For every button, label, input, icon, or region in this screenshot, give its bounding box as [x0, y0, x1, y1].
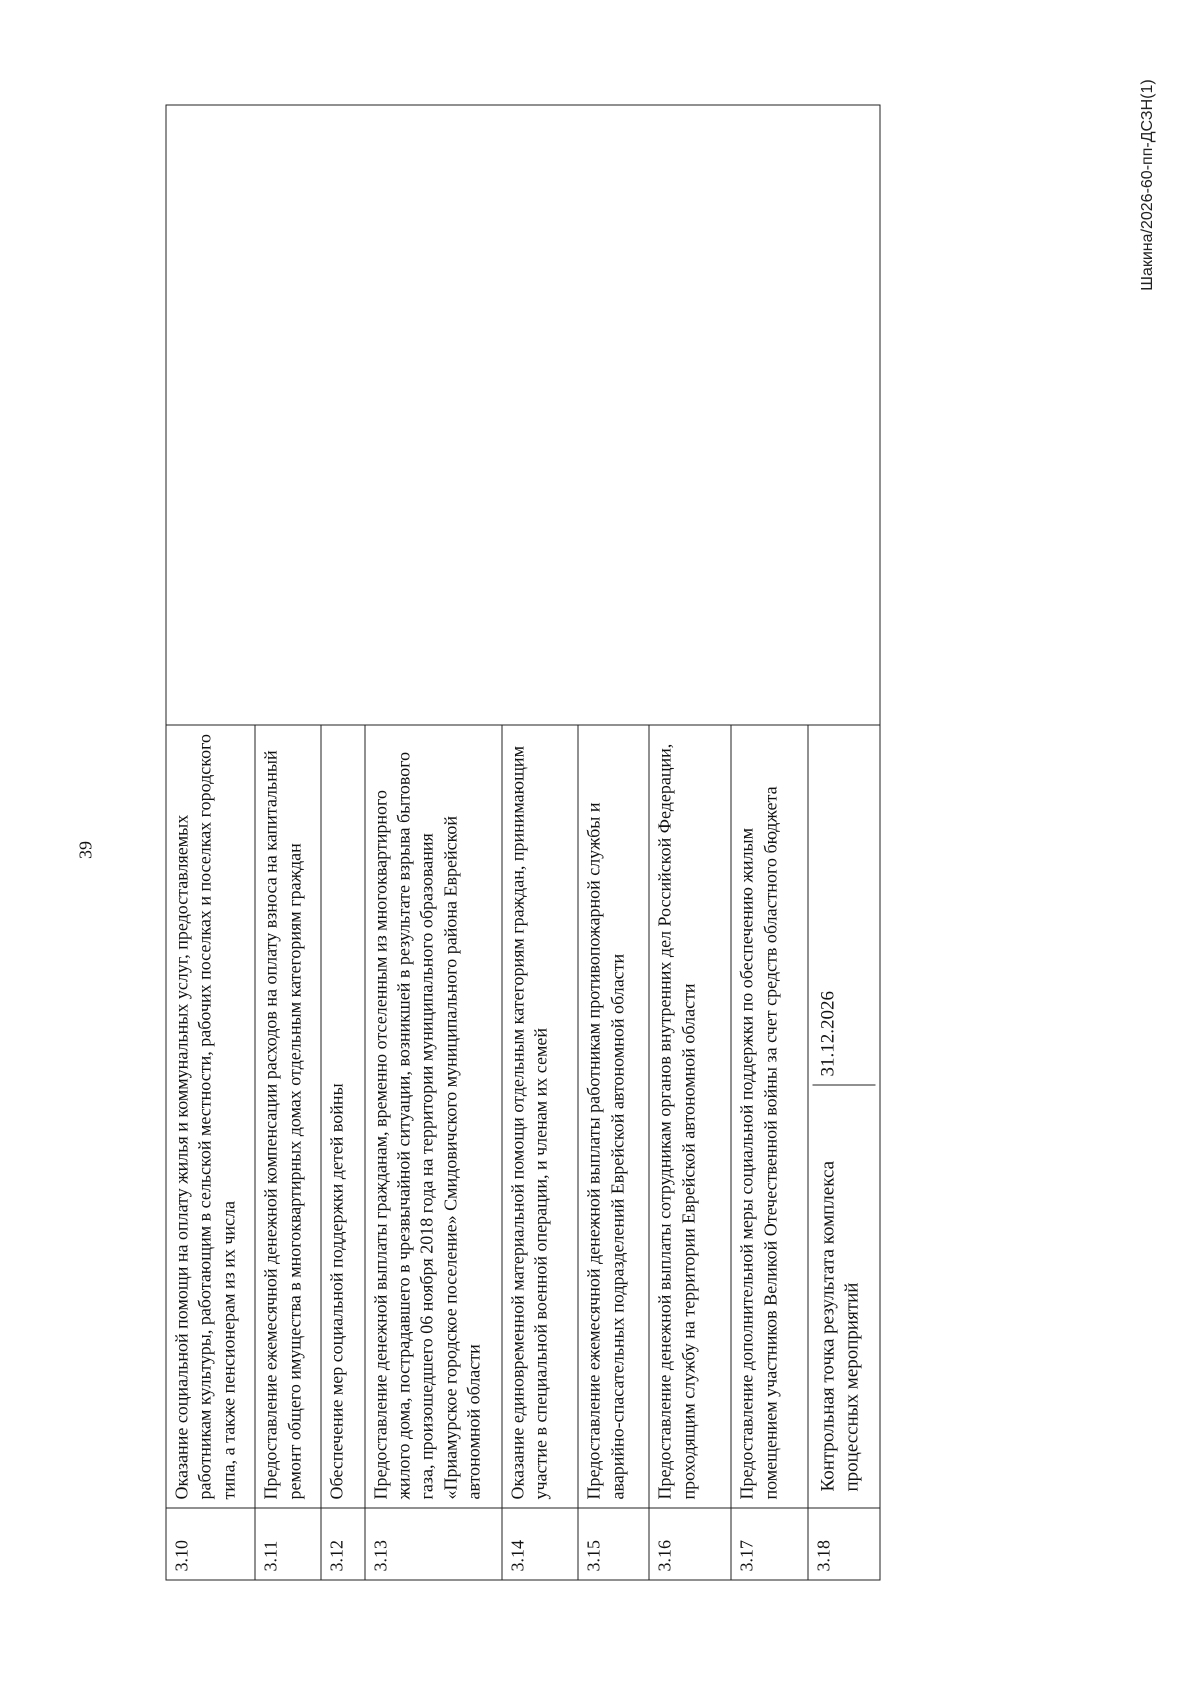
page-number: 39 — [75, 841, 96, 859]
row-number: 3.17 — [731, 1508, 807, 1580]
control-point-date: 31.12.2026 — [816, 990, 838, 1076]
row-description: Предоставление денежной выплаты гражданам, временно отселенным из многоквартирного жилого дома, пострадавшего в чрезвычайной ситуации, возникшей в результате взрыва бытового газа, произошедшего 06 ноября 2018 года на территории муниципального образования «Приамурское городское поселение» Смидовичского муниципального района Еврейской автономной области — [364, 725, 501, 1508]
row-description: Предоставление ежемесячной денежной выплаты работникам противопожарной службы и аварийно-спасательных подразделений Еврейской автономной области — [578, 725, 649, 1508]
row-number: 3.15 — [578, 1508, 649, 1580]
row-number: 3.14 — [502, 1508, 578, 1580]
table-row — [166, 105, 255, 1580]
row-description: Предоставление ежемесячной денежной компенсации расходов на оплату взноса на капитальный ремонт общего имущества в многоквартирных домах отдельным категориям граждан — [255, 725, 320, 1508]
row-description: Оказание социальной помощи на оплату жилья и коммунальных услуг, предоставляемых работникам культуры, работающим в сельской местности, рабочих поселках и поселках городского типа, а также пенсионерам из их числа — [166, 725, 255, 1508]
row-number: 3.11 — [255, 1508, 320, 1580]
row-number: 3.13 — [364, 1508, 501, 1580]
row-description: Предоставление дополнительной меры социальной поддержки по обеспечению жилым помещением участников Великой Отечественной войны за счет средств областного бюджета — [731, 725, 807, 1508]
row-number: 3.10 — [166, 1508, 255, 1580]
row-number: 3.16 — [649, 1508, 731, 1580]
row-number: 3.12 — [320, 1508, 364, 1580]
empty-column — [166, 105, 880, 725]
row-description: Предоставление денежной выплаты сотрудникам органов внутренних дел Российской Федерации, проходящим службу на территории Еврейской автономной области — [649, 725, 731, 1508]
measures-table — [165, 104, 880, 1580]
measures-table-wrap — [165, 105, 880, 1580]
control-point-description: Контрольная точка результата комплекса процессных мероприятий — [812, 1084, 875, 1499]
row-number: 3.18 — [807, 1508, 879, 1580]
control-point-cell — [807, 725, 879, 1508]
row-description: Оказание единовременной материальной помощи отдельным категориям граждан, принимающим участие в специальной военной операции, и членам их семей — [502, 725, 578, 1508]
document-id: Шакина/2026-60-пп-ДСЗН(1) — [1139, 79, 1156, 291]
row-description: Обеспечение мер социальной поддержки детей войны — [320, 725, 364, 1508]
